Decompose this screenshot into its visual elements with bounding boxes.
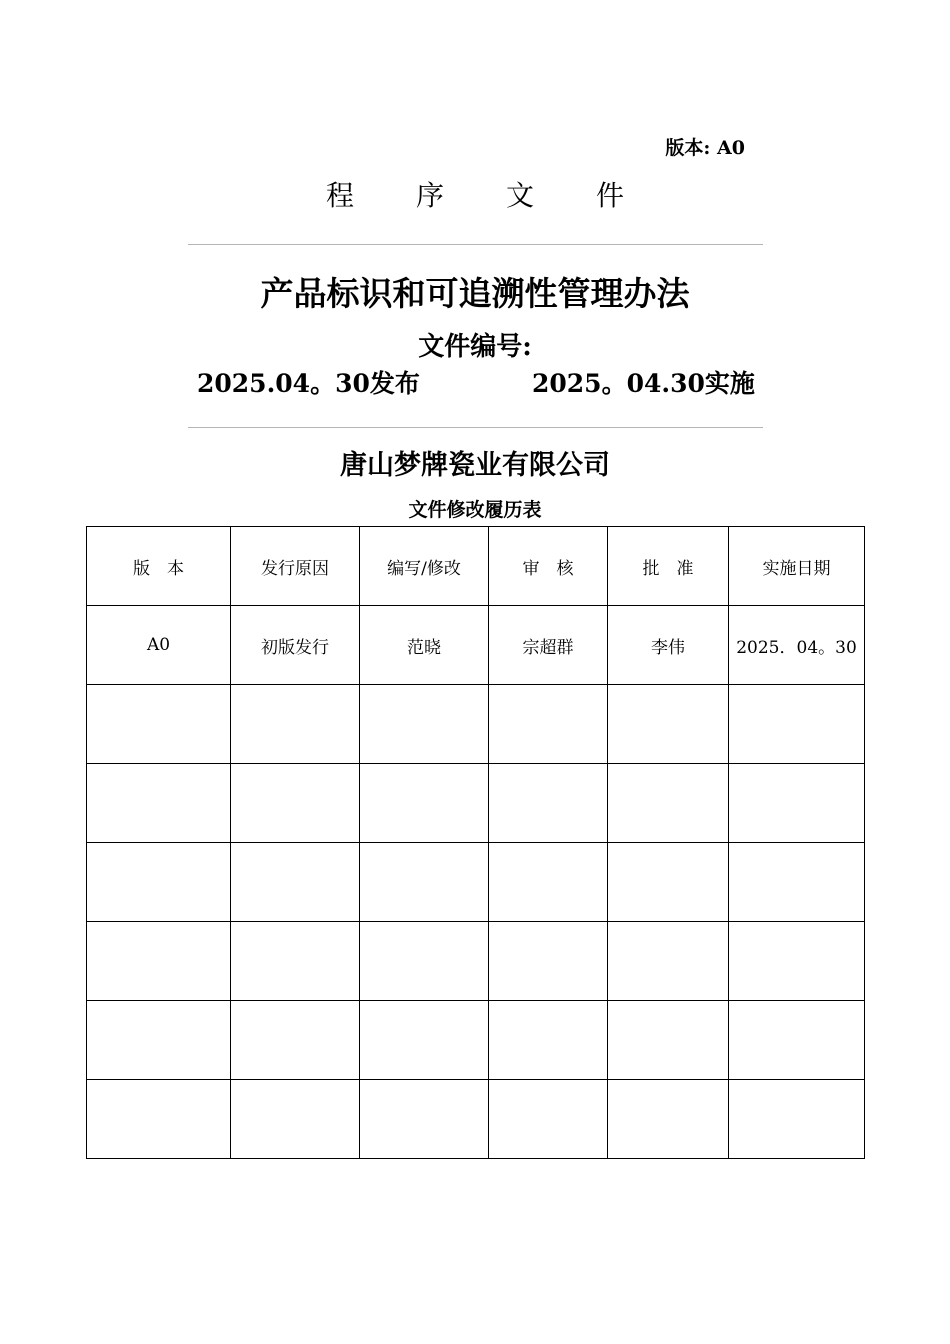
document-title: 产品标识和可追溯性管理办法 (260, 274, 690, 313)
company-name: 唐山梦牌瓷业有限公司 (340, 450, 610, 481)
revision-table-title: 文件修改履历表 (408, 499, 542, 521)
table-cell (489, 1001, 608, 1080)
table-cell (729, 685, 865, 764)
table-cell (360, 1001, 489, 1080)
table-cell (608, 922, 729, 1001)
table-cell (608, 764, 729, 843)
table-header-row (87, 527, 865, 606)
table-cell (360, 764, 489, 843)
table-cell (231, 922, 360, 1001)
table-cell (729, 764, 865, 843)
table-cell: 初版发行 (231, 606, 360, 685)
doc-type-char: 文 (506, 179, 535, 212)
header-cell-reviewer: 审 核 (489, 527, 608, 606)
table-cell (87, 1001, 231, 1080)
table-row (87, 685, 865, 764)
table-cell (360, 843, 489, 922)
effective-date: 2025。04.30实施 (532, 369, 755, 398)
publish-date: 2025.04。30发布 (197, 369, 420, 398)
table-cell (87, 764, 231, 843)
table-cell: 宗超群 (489, 606, 608, 685)
table-cell (87, 922, 231, 1001)
table-cell (729, 1080, 865, 1159)
table-cell (489, 685, 608, 764)
table-cell: 2025．04。30 (729, 606, 865, 685)
bottom-divider (188, 427, 763, 428)
table-cell (489, 843, 608, 922)
table-cell (231, 685, 360, 764)
table-cell (231, 1080, 360, 1159)
table-cell (608, 1001, 729, 1080)
doc-type-heading (0, 174, 950, 214)
table-row (87, 843, 865, 922)
table-cell: A0 (87, 606, 231, 685)
document-number-label: 文件编号: (418, 332, 532, 362)
table-cell (489, 1080, 608, 1159)
version-label: 版本: A0 (665, 137, 745, 159)
table-row (87, 922, 865, 1001)
table-cell (489, 764, 608, 843)
table-row (87, 1001, 865, 1080)
table-row (87, 606, 865, 685)
header-cell-approver: 批 准 (608, 527, 729, 606)
doc-type-char: 程 (325, 179, 354, 212)
top-divider (188, 244, 763, 245)
table-cell (231, 764, 360, 843)
header-cell-effective-date: 实施日期 (729, 527, 865, 606)
table-cell (87, 843, 231, 922)
header-cell-reason: 发行原因 (231, 527, 360, 606)
table-cell (87, 1080, 231, 1159)
table-cell (360, 1080, 489, 1159)
doc-type-char: 序 (415, 179, 444, 212)
table-cell (360, 922, 489, 1001)
table-cell (231, 843, 360, 922)
table-cell (360, 685, 489, 764)
table-cell (608, 843, 729, 922)
doc-type-char: 件 (596, 179, 625, 212)
header-cell-version: 版 本 (87, 527, 231, 606)
table-cell (489, 922, 608, 1001)
table-row (87, 1080, 865, 1159)
table-cell (729, 1001, 865, 1080)
table-cell (231, 1001, 360, 1080)
table-row (87, 764, 865, 843)
table-cell: 范晓 (360, 606, 489, 685)
table-cell (608, 1080, 729, 1159)
revision-history-table (86, 526, 865, 1159)
table-cell (729, 843, 865, 922)
table-cell (608, 685, 729, 764)
table-cell (87, 685, 231, 764)
header-cell-author: 编写/修改 (360, 527, 489, 606)
table-cell (729, 922, 865, 1001)
table-cell: 李伟 (608, 606, 729, 685)
